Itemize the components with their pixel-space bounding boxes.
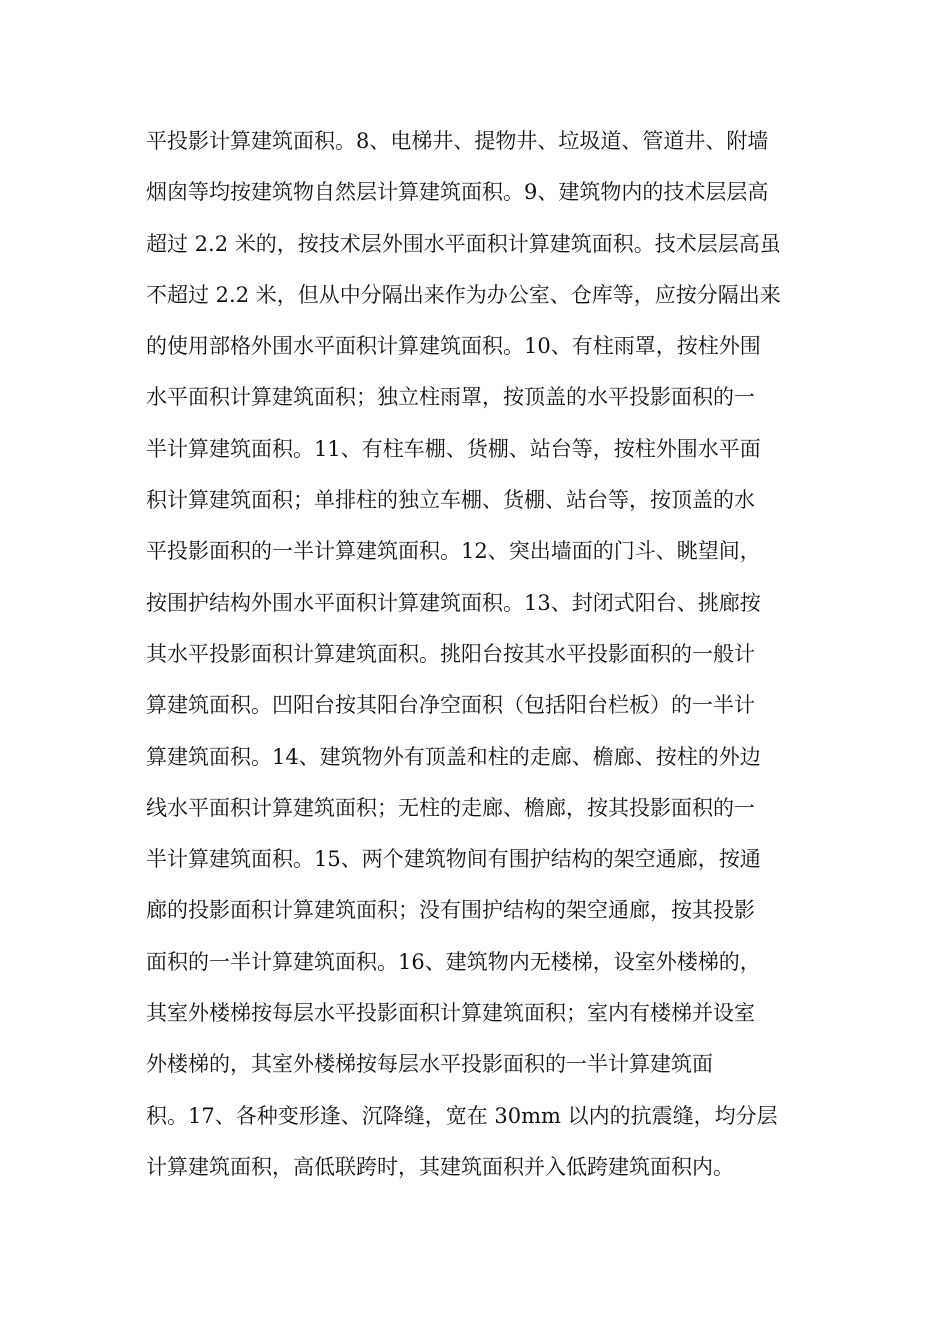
- text-line: 积计算建筑面积；单排柱的独立车棚、货棚、站台等，按顶盖的水: [146, 488, 755, 513]
- text-line: 平投影面积的一半计算建筑面积。12、突出墙面的门斗、眺望间，: [146, 539, 761, 564]
- text-line: 烟囱等均按建筑物自然层计算建筑面积。9、建筑物内的技术层层高: [146, 180, 769, 205]
- text-line: 平投影计算建筑面积。8、电梯井、提物井、垃圾道、管道井、附墙: [146, 129, 769, 153]
- text-line: 的使用部格外围水平面积计算建筑面积。10、有柱雨罩，按柱外围: [146, 334, 761, 359]
- text-line: 线水平面积计算建筑面积；无柱的走廊、檐廊，按其投影面积的一: [146, 795, 755, 820]
- text-line: 算建筑面积。14、建筑物外有顶盖和柱的走廊、檐廊、按柱的外边: [146, 744, 761, 769]
- text-line: 不超过 2.2 米，但从中分隔出来作为办公室、仓库等，应按分隔出来: [146, 282, 781, 307]
- text-line: 超过 2.2 米的，按技术层外围水平面积计算建筑面积。技术层层高虽: [146, 231, 781, 256]
- text-line: 其水平投影面积计算建筑面积。挑阳台按其水平投影面积的一般计: [146, 641, 755, 666]
- text-line: 面积的一半计算建筑面积。16、建筑物内无楼梯，设室外楼梯的，: [146, 949, 761, 974]
- body-text: [146, 116, 816, 1193]
- text-line: 廊的投影面积计算建筑面积；没有围护结构的架空通廊，按其投影: [146, 898, 755, 923]
- text-line: 半计算建筑面积。15、两个建筑物间有围护结构的架空通廊，按通: [146, 847, 761, 872]
- text-line: 外楼梯的，其室外楼梯按每层水平投影面积的一半计算建筑面: [146, 1052, 713, 1077]
- text-line: 积。17、各种变形逢、沉降缝，宽在 30mm 以内的抗震缝，均分层: [146, 1103, 778, 1128]
- text-line: 其室外楼梯按每层水平投影面积计算建筑面积；室内有楼梯并设室: [146, 1001, 755, 1026]
- text-line: 水平面积计算建筑面积；独立柱雨罩，按顶盖的水平投影面积的一: [146, 385, 755, 410]
- text-line: 计算建筑面积，高低联跨时，其建筑面积并入低跨建筑面积内。: [146, 1154, 734, 1179]
- text-line: 按围护结构外围水平面积计算建筑面积。13、封闭式阳台、挑廊按: [146, 590, 761, 615]
- text-line: 算建筑面积。凹阳台按其阳台净空面积（包括阳台栏板）的一半计: [146, 693, 755, 718]
- text-line: 半计算建筑面积。11、有柱车棚、货棚、站台等，按柱外围水平面: [146, 436, 761, 461]
